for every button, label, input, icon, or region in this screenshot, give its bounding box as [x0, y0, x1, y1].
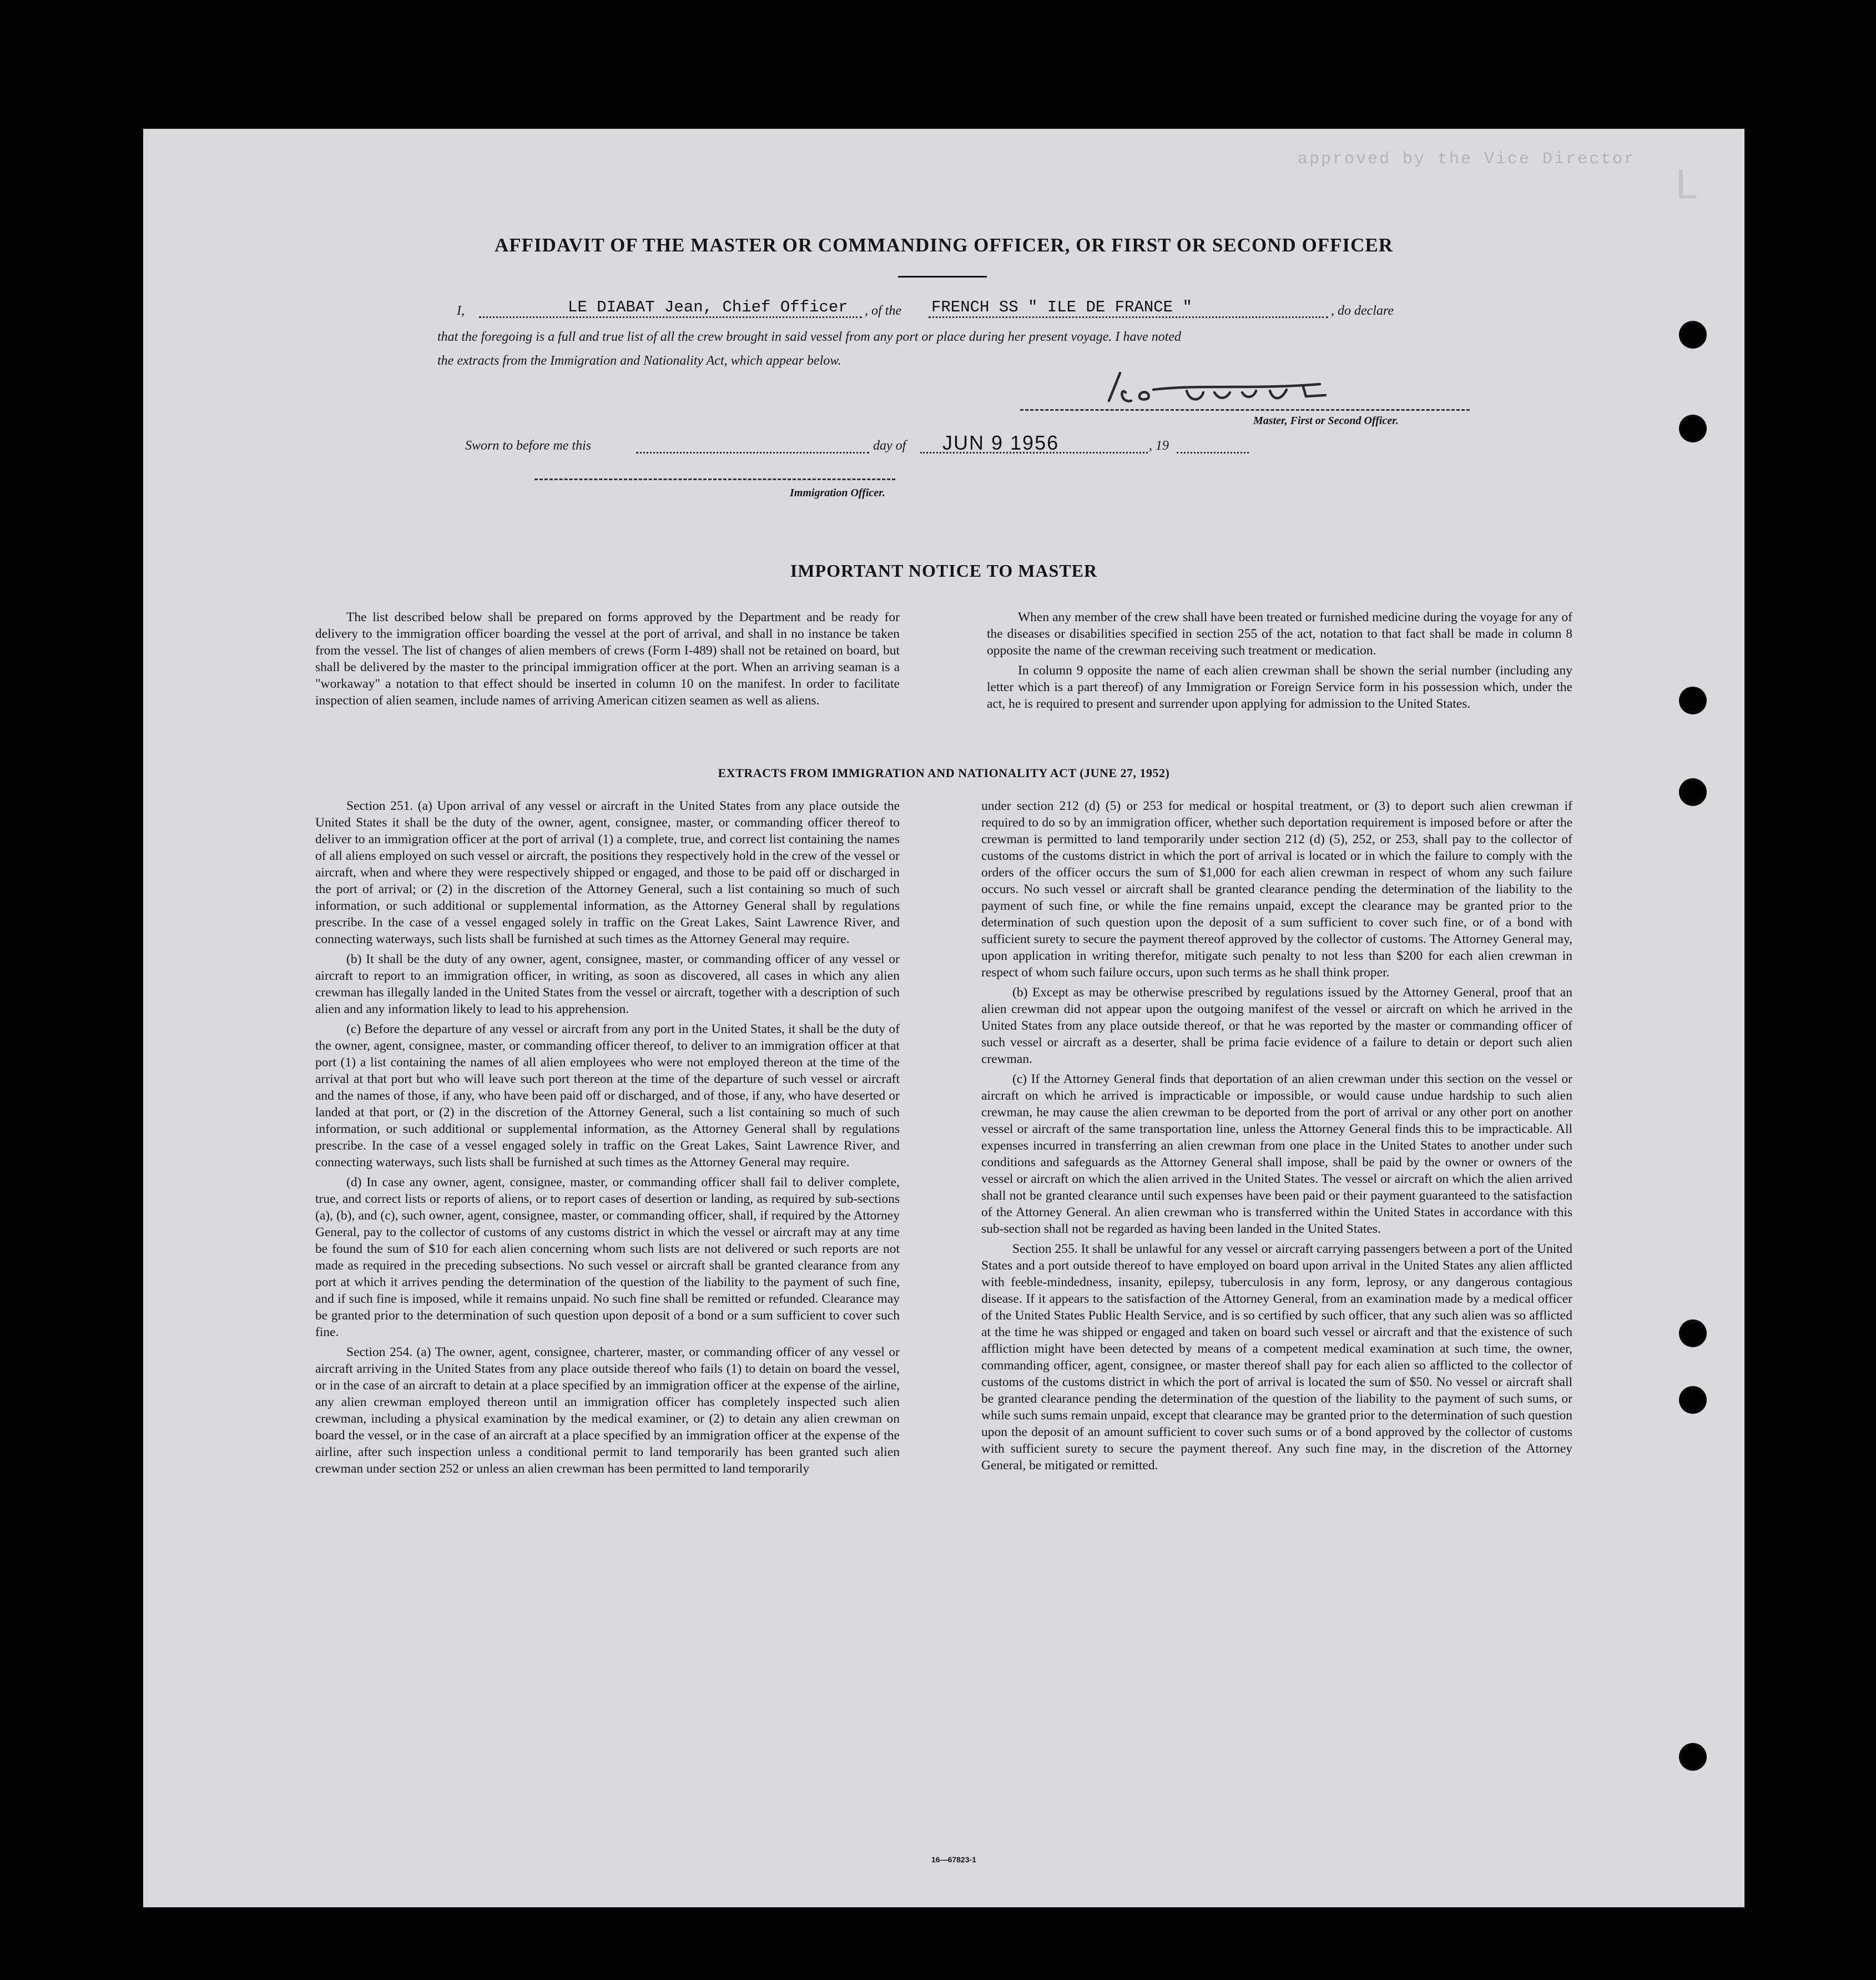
- extract-paragraph: (b) Except as may be otherwise prescribed by regulations issued by the Attorney General, proof that an alien crewman did not appear upon the outgoing manifest of the vessel or aircraft on which he arrived in the United States from any place outside thereof, or that he was reported by the master or commanding officer of such vessel or aircraft as a deserter, shall be prima facie evidence of a failure to detain or deport such alien crewman.: [981, 985, 1572, 1066]
- extract-paragraph: Section 254. (a) The owner, agent, consignee, charterer, master, or commanding officer of any vessel or aircraft arriving in the United States from any place outside thereof who fails (1) to detain on board the vessel, or in the case of an aircraft to detain at a place specified by an immigration officer at the expense of the airline, any alien crewman employed thereon until an immigration officer has completely inspected such alien crewman, including a physical examination by the medical examiner, or (2) to detain any alien crewman on board the vessel, or in the case of an aircraft at a place specified by an immigration officer at the expense of the airline, after such inspection unless a conditional permit to land temporarily has been granted such alien crewman under section 252 or unless an alien crewman has been permitted to land temporarily: [315, 1345, 900, 1476]
- immigration-officer-line: [534, 478, 895, 480]
- immigration-officer-caption: Immigration Officer.: [790, 487, 885, 499]
- punch-hole: [1679, 321, 1707, 349]
- notice-left-column: [315, 609, 900, 712]
- day-of-label: day of: [873, 439, 906, 453]
- vessel-name: FRENCH SS " ILE DE FRANCE ": [931, 298, 1192, 316]
- extract-paragraph: (c) If the Attorney General finds that deportation of an alien crewman under this section on the vessel or aircraft on which he arrived is impracticable or impossible, or would cause undue hardship to such alien crewman, he may cause the alien crewman to be deported from the port of arrival or any other port on another vessel or aircraft of the same transportation line, unless the Attorney General finds this to be impracticable. All expenses incurred in transferring an alien crewman from one place in the United States to another under such conditions and safeguards as the Attorney General shall impose, shall be paid by the owner or owners of the vessel or aircraft on which the alien arrived in the United States. The vessel or aircraft on which the alien arrived shall not be granted clearance until such expenses have been paid or their payment guaranteed to the satisfaction of the Attorney General. An alien crewman who is transferred within the United States in accordance with this sub-section shall not be regarded as having been landed in the United States.: [981, 1072, 1572, 1236]
- vessel-name-line: [929, 316, 1328, 318]
- extracts-title: EXTRACTS FROM IMMIGRATION AND NATIONALITY ACT (JUNE 27, 1952): [718, 766, 1170, 780]
- officer-name-line: [479, 316, 862, 318]
- year-prefix: , 19: [1149, 439, 1169, 453]
- extract-paragraph: Section 255. It shall be unlawful for any vessel or aircraft carrying passengers between a port of the United States and a port outside thereof to have employed on board upon arrival in the United States any alien afflicted with feeble-mindedness, insanity, epilepsy, tuberculosis in any form, leprosy, or any dangerous contagious disease. If it appears to the satisfaction of the Attorney General, from an examination made by a medical officer of the United States Public Health Service, and is so certified by such officer, that any such alien was so afflicted at the time he was shipped or engaged and taken on board such vessel or aircraft and that the existence of such affliction might have been detected by means of a competent medical examination at such time, the owner, commanding officer, agent, consignee, or master thereof shall pay for each alien so afflicted to the collector of customs of the customs district in which the port of arrival is located the sum of $50. No vessel or aircraft shall be granted clearance pending the determination of the question of the liability to the payment of such sums, or while such sums remain unpaid, except that clearance may be granted prior to the determination of such question upon the deposit of an amount sufficient to cover such sums or of a bond approved by the collector of customs with sufficient surety to secure the payment thereof. Any such fine may, in the discretion of the Attorney General, be mitigated or remitted.: [981, 1242, 1572, 1473]
- extract-paragraph: (b) It shall be the duty of any owner, agent, consignee, master, or commanding officer of any vessel or aircraft to report to an immigration officer, in writing, as soon as discovered, all cases in which any alien crewman has illegally landed in the United States from the vessel or aircraft, together with a description of such alien and any information likely to lead to his apprehension.: [315, 952, 900, 1016]
- punch-hole: [1679, 778, 1707, 806]
- of-the-label: , of the: [865, 304, 901, 318]
- affidavit-line-2: that the foregoing is a full and true list of all the crew brought in said vessel from any port or place during her present voyage. I have noted: [437, 330, 1182, 344]
- bleed-through-mark: ᒪ: [1675, 164, 1697, 207]
- document-page: [143, 129, 1744, 1907]
- officer-name: LE DIABAT Jean, Chief Officer: [568, 298, 848, 316]
- do-declare-label: , do declare: [1331, 304, 1394, 318]
- extracts-left-column: [315, 798, 900, 1480]
- extracts-right-column: [981, 798, 1572, 1477]
- date-stamp: JUN 9 1956: [942, 431, 1060, 454]
- extract-paragraph: (c) Before the departure of any vessel or aircraft from any port in the United States, it shall be the duty of the owner, agent, consignee, master, or commanding officer thereof, to deliver to an immigration officer at that port (1) a list containing the names of all alien employees who were not employed thereon at the time of the arrival at that port but who will leave such port thereon at the time of the departure of such vessel or aircraft and the names of those, if any, who have been paid off or discharged, and of those, if any, who have deserted or landed at that port, or (2) in the discretion of the Attorney General, such a list containing so much of such information, or such additional or supplemental information, as the Attorney General shall by regulations prescribe. In the case of a vessel engaged solely in traffic on the Great Lakes, Saint Lawrence River, and connecting waterways, such lists shall be furnished at such times as the Attorney General may require.: [315, 1022, 900, 1170]
- extract-paragraph: under section 212 (d) (5) or 253 for medical or hospital treatment, or (3) to deport such alien crewman if required to do so by an immigration officer, whether such deportation requirement is imposed before or after the crewman is permitted to land temporarily under section 212 (d) (5), 252, or 253, shall pay to the collector of customs of the customs district in which the port of arrival is located or in which the failure to comply with the orders of the officer occurs the sum of $1,000 for each alien crewman in respect of whom any such failure occurs. No such vessel or aircraft shall be granted clearance pending the determination of the liability to the payment of such fine, or while the fine remains unpaid, except the clearance may be granted prior to the determination of such question upon the deposit of a sum sufficient to cover such fine, or of a bond with sufficient surety to secure the payment thereof approved by the collector of customs. The Attorney General may, upon application in writing therefor, mitigate such penalty to not less than $200 for each alien crewman in respect of whom such failure occurs, upon such terms as he shall think proper.: [981, 799, 1572, 980]
- year-line: [1177, 452, 1249, 454]
- extract-paragraph: Section 251. (a) Upon arrival of any vessel or aircraft in the United States from any place outside the United States it shall be the duty of the owner, agent, consignee, master, or commanding officer thereof to deliver to an immigration officer at the port of arrival (1) a complete, true, and correct list containing the names of all aliens employed on such vessel or aircraft, the positions they respectively hold in the crew of the vessel or aircraft, when and where they were respectively shipped or engaged, and those to be paid off or discharged in the port of arrival; or (2) in the discretion of the Attorney General, such a list containing so much of such information, or such additional or supplemental information, as the Attorney General shall by regulations prescribe. In the case of a vessel engaged solely in traffic on the Great Lakes, Saint Lawrence River, and connecting waterways, such lists shall be furnished at such times as the Attorney General may require.: [315, 799, 900, 946]
- form-code: 16—67823-1: [931, 1855, 976, 1864]
- notice-title: IMPORTANT NOTICE TO MASTER: [790, 561, 1098, 581]
- punch-hole: [1679, 1743, 1707, 1771]
- punch-hole: [1679, 1319, 1707, 1347]
- affidavit-i: I,: [457, 304, 465, 318]
- notice-left-paragraph: The list described below shall be prepared on forms approved by the Department and be ready for delivery to the immigration officer boarding the vessel at the port of arrival, and shall in no instance be taken from the vessel. The list of changes of alien members of crews (Form I-489) shall not be retained on board, but shall be delivered by the master to the principal immigration officer at the port. When an arriving seaman is a "workaway" a notation to that effect should be inserted in column 10 on the manifest. In order to facilitate inspection of alien seamen, include names of arriving American citizen seamen as well as aliens.: [315, 610, 900, 708]
- punch-hole: [1679, 415, 1707, 442]
- notice-right-column: [987, 609, 1572, 716]
- notice-right-paragraph: In column 9 opposite the name of each alien crewman shall be shown the serial number (including any letter which is a part thereof) of any Immigration or Foreign Service form in his possession which, under the act, he is required to present and surrender upon applying for admission to the United States.: [987, 663, 1572, 711]
- sworn-label: Sworn to before me this: [465, 439, 592, 453]
- signature-line: [1020, 409, 1470, 411]
- officer-signature: [1087, 362, 1342, 423]
- notice-right-paragraph: When any member of the crew shall have been treated or furnished medicine during the voyage for any of the diseases or disabilities specified in section 255 of the act, notation to that fact shall be made in column 8 opposite the name of the crewman receiving such treatment or medication.: [987, 610, 1572, 658]
- sworn-day-line: [636, 452, 869, 454]
- affidavit-line-3: the extracts from the Immigration and Nationality Act, which appear below.: [437, 354, 841, 368]
- punch-hole: [1679, 687, 1707, 714]
- title-rule: [898, 276, 987, 278]
- bleed-through-text: approved by the Vice Director: [1298, 150, 1636, 169]
- punch-hole: [1679, 1386, 1707, 1414]
- affidavit-title: AFFIDAVIT OF THE MASTER OR COMMANDING OFFICER, OR FIRST OR SECOND OFFICER: [495, 234, 1393, 256]
- signer-caption: Master, First or Second Officer.: [1253, 415, 1399, 427]
- extract-paragraph: (d) In case any owner, agent, consignee, master, or commanding officer shall fail to deliver complete, true, and correct lists or reports of aliens, or to report cases of desertion or landing, as required by sub-sections (a), (b), and (c), such owner, agent, consignee, master, or commanding officer, shall, if required by the Attorney General, pay to the collector of customs of any customs district in which the vessel or aircraft may at any time be found the sum of $10 for each alien concerning whom such lists are not delivered or such reports are not made as required in the preceding subsections. No such vessel or aircraft shall be granted clearance from any port at which it arrives pending the determination of the question of the liability to the payment of such fine, and if such fine is imposed, while it remains unpaid. No such fine shall be remitted or refunded. Clearance may be granted prior to the determination of such question upon deposit of a bond or a sum sufficient to cover such fine.: [315, 1175, 900, 1339]
